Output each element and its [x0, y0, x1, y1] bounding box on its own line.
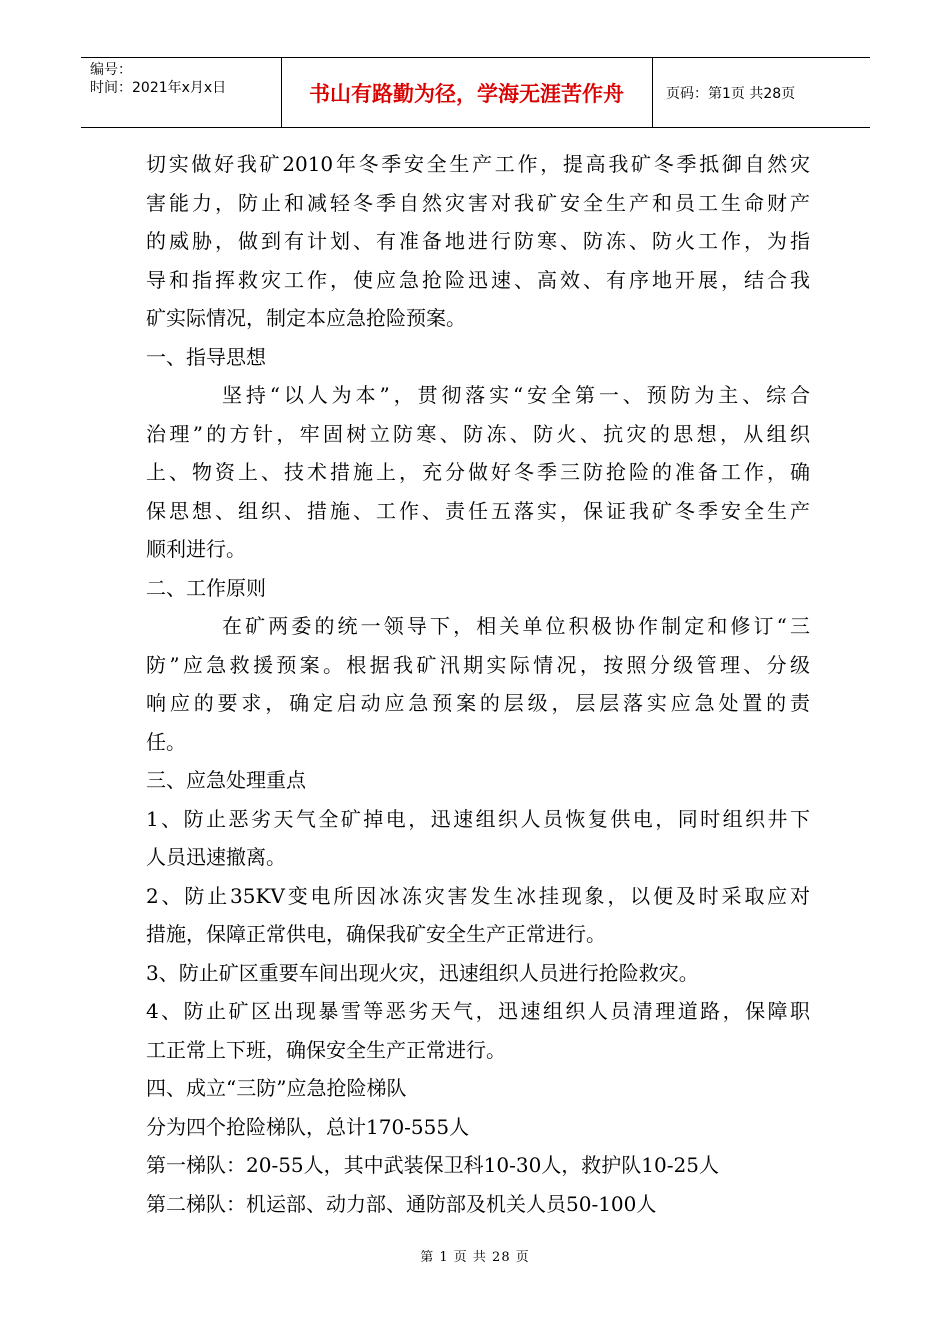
body-line: 第一梯队：20-55人，其中武装保卫科10-30人，救护队10-25人 — [146, 1153, 719, 1177]
section-heading: 四、成立“三防”应急抢险梯队 — [146, 1076, 407, 1100]
header-motto-cell — [281, 58, 653, 127]
body-line: 矿实际情况，制定本应急抢险预案。 — [146, 306, 466, 330]
body-line: 措施，保障正常供电，确保我矿安全生产正常进行。 — [146, 922, 606, 946]
section-heading: 一、指导思想 — [146, 344, 266, 369]
body-line: 切实做好我矿2010年冬季安全生产工作，提高我矿冬季抵御自然灾 — [146, 152, 810, 176]
body-line: 害能力，防止和减轻冬季自然灾害对我矿安全生产和员工生命财产 — [146, 190, 810, 215]
body-line: 4、防止矿区出现暴雪等恶劣天气，迅速组织人员清理道路，保障职 — [146, 999, 810, 1023]
body-line: 导和指挥救灾工作，使应急抢险迅速、高效、有序地开展，结合我 — [146, 267, 810, 292]
header-page-cell — [652, 58, 870, 127]
body-line: 保思想、组织、措施、工作、责任五落实，保证我矿冬季安全生产 — [146, 498, 810, 523]
document-body — [146, 145, 810, 1223]
body-line: 人员迅速撤离。 — [146, 845, 286, 869]
body-line: 工正常上下班，确保安全生产正常进行。 — [146, 1037, 506, 1062]
body-line: 任。 — [146, 729, 186, 754]
body-line: 防”应急救援预案。根据我矿汛期实际情况，按照分级管理、分级 — [146, 652, 810, 677]
body-line: 坚持“以人为本”，贯彻落实“安全第一、预防为主、综合 — [222, 383, 810, 407]
body-line: 在矿两委的统一领导下，相关单位积极协作制定和修订“三 — [222, 614, 810, 638]
body-line: 3、防止矿区重要车间出现火灾，迅速组织人员进行抢险救灾。 — [146, 960, 699, 985]
body-line: 1、防止恶劣天气全矿掉电，迅速组织人员恢复供电，同时组织井下 — [146, 806, 810, 831]
body-line: 第二梯队：机运部、动力部、通防部及机关人员50-100人 — [146, 1191, 657, 1216]
body-line: 治理”的方针，牢固树立防寒、防冻、防火、抗灾的思想，从组织 — [146, 421, 810, 446]
body-line: 分为四个抢险梯队，总计170-555人 — [146, 1114, 470, 1139]
header-meta-cell — [81, 58, 282, 127]
page-info: 页码：第1页 共28页 — [666, 85, 796, 102]
section-heading: 二、工作原则 — [146, 575, 266, 600]
body-line: 顺利进行。 — [146, 537, 246, 561]
motto: 书山有路勤为径，学海无涯苦作舟 — [309, 81, 624, 106]
section-heading: 三、应急处理重点 — [146, 768, 306, 792]
body-line: 上、物资上、技术措施上，充分做好冬季三防抢险的准备工作，确 — [146, 460, 810, 484]
header-table — [81, 57, 870, 128]
page-footer: 第 1 页 共 28 页 — [420, 1250, 530, 1265]
body-line: 2、防止35KV变电所因冰冻灾害发生冰挂现象，以便及时采取应对 — [146, 883, 810, 908]
time-label: 时间：2021年x月x日 — [90, 80, 227, 96]
body-line: 的威胁，做到有计划、有准备地进行防寒、防冻、防火工作，为指 — [146, 229, 810, 253]
serial-label: 编号： — [90, 62, 132, 78]
body-line: 响应的要求，确定启动应急预案的层级，层层落实应急处置的责 — [146, 691, 810, 715]
